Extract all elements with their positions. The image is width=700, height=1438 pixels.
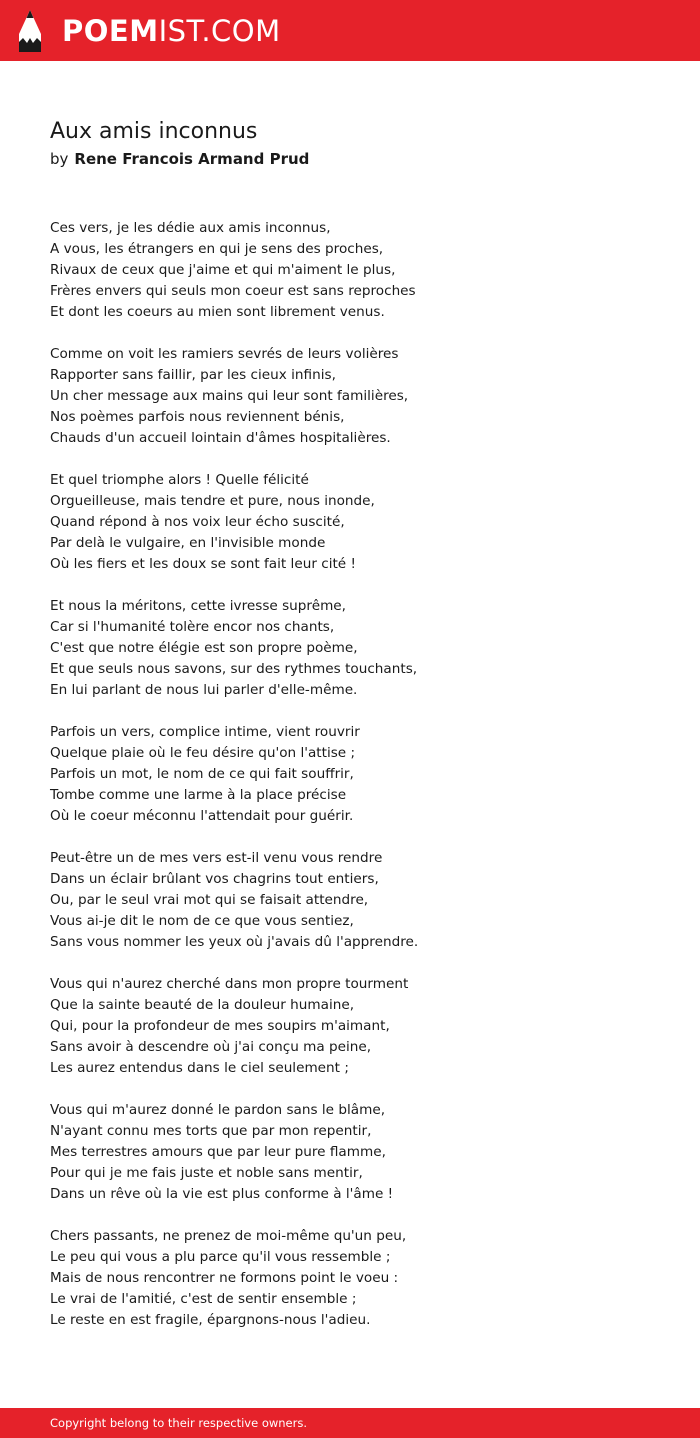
poem-line: Orgueilleuse, mais tendre et pure, nous inonde,	[50, 493, 375, 509]
poem-line: Nos poèmes parfois nous reviennent bénis,	[50, 409, 345, 425]
poem-stanza	[50, 848, 670, 953]
poem-line: Pour qui je me fais juste et noble sans mentir,	[50, 1165, 363, 1181]
poem-line: Sans avoir à descendre où j'ai conçu ma peine,	[50, 1039, 372, 1055]
poem-byline	[50, 149, 309, 169]
poem-line: Le peu qui vous a plu parce qu'il vous ressemble ;	[50, 1249, 391, 1265]
poem-line: Vous qui m'aurez donné le pardon sans le blâme,	[50, 1102, 386, 1118]
poem-line: Ou, par le seul vrai mot qui se faisait attendre,	[50, 892, 369, 908]
poem-line: A vous, les étrangers en qui je sens des proches,	[50, 241, 384, 257]
poem-stanza	[50, 344, 670, 449]
poem-line: Et nous la méritons, cette ivresse suprême,	[50, 598, 346, 614]
poem-line: Chauds d'un accueil lointain d'âmes hospitalières.	[50, 430, 391, 446]
logo-wordmark	[62, 13, 281, 48]
poem-stanza	[50, 596, 670, 701]
poem-stanza	[50, 1226, 670, 1331]
poem-line: En lui parlant de nous lui parler d'elle-même.	[50, 682, 358, 698]
poem-line: Quand répond à nos voix leur écho suscité,	[50, 514, 345, 530]
poem-body	[50, 218, 670, 1352]
poem-line: Vous ai-je dit le nom de ce que vous sentiez,	[50, 913, 354, 929]
logo-light-text: IST.COM	[158, 13, 281, 48]
poem-line: Qui, pour la profondeur de mes soupirs m'aimant,	[50, 1018, 390, 1034]
poem-stanza	[50, 722, 670, 827]
author-link[interactable]: Rene Francois Armand Prud	[74, 150, 310, 168]
poem-line: Vous qui n'aurez cherché dans mon propre tourment	[50, 976, 409, 992]
poem-line: Par delà le vulgaire, en l'invisible monde	[50, 535, 326, 551]
poem-line: Où le coeur méconnu l'attendait pour guérir.	[50, 808, 354, 824]
poem-line: Et quel triomphe alors ! Quelle félicité	[50, 472, 309, 488]
pencil-tip-icon	[18, 10, 42, 52]
poem-line: N'ayant connu mes torts que par mon repentir,	[50, 1123, 372, 1139]
poem-line: Tombe comme une larme à la place précise	[50, 787, 347, 803]
poem-line: Chers passants, ne prenez de moi-même qu'un peu,	[50, 1228, 407, 1244]
poem-line: Parfois un vers, complice intime, vient rouvrir	[50, 724, 360, 740]
poem-line: Peut-être un de mes vers est-il venu vous rendre	[50, 850, 383, 866]
poem-stanza	[50, 1100, 670, 1205]
poem-title: Aux amis inconnus	[50, 119, 258, 144]
site-header	[0, 0, 700, 61]
poem-line: Car si l'humanité tolère encor nos chants,	[50, 619, 335, 635]
poem-line: Dans un rêve où la vie est plus conforme à l'âme !	[50, 1186, 394, 1202]
poem-line: Que la sainte beauté de la douleur humaine,	[50, 997, 355, 1013]
poem-line: Mais de nous rencontrer ne formons point le voeu :	[50, 1270, 399, 1286]
site-footer	[0, 1408, 700, 1438]
by-label: by	[50, 150, 69, 168]
poem-line: C'est que notre élégie est son propre poème,	[50, 640, 358, 656]
poem-line: Un cher message aux mains qui leur sont familières,	[50, 388, 409, 404]
poem-line: Et que seuls nous savons, sur des rythmes touchants,	[50, 661, 418, 677]
copyright-text: Copyright belong to their respective owners.	[50, 1416, 308, 1430]
poem-line: Parfois un mot, le nom de ce qui fait souffrir,	[50, 766, 354, 782]
poem-line: Le reste en est fragile, épargnons-nous l'adieu.	[50, 1312, 371, 1328]
poem-line: Le vrai de l'amitié, c'est de sentir ensemble ;	[50, 1291, 357, 1307]
poem-line: Quelque plaie où le feu désire qu'on l'attise ;	[50, 745, 356, 761]
poem-stanza	[50, 974, 670, 1079]
poem-line: Et dont les coeurs au mien sont librement venus.	[50, 304, 385, 320]
poem-line: Sans vous nommer les yeux où j'avais dû l'apprendre.	[50, 934, 419, 950]
poem-stanza	[50, 218, 670, 323]
poem-line: Rivaux de ceux que j'aime et qui m'aiment le plus,	[50, 262, 396, 278]
poem-stanza	[50, 470, 670, 575]
poem-line: Comme on voit les ramiers sevrés de leurs volières	[50, 346, 399, 362]
poem-line: Rapporter sans faillir, par les cieux infinis,	[50, 367, 336, 383]
poem-line: Où les fiers et les doux se sont fait leur cité !	[50, 556, 356, 572]
poem-line: Dans un éclair brûlant vos chagrins tout entiers,	[50, 871, 379, 887]
poem-line: Les aurez entendus dans le ciel seulement ;	[50, 1060, 349, 1076]
poem-line: Mes terrestres amours que par leur pure flamme,	[50, 1144, 386, 1160]
site-logo-link[interactable]	[18, 10, 281, 52]
poem-line: Ces vers, je les dédie aux amis inconnus,	[50, 220, 331, 236]
logo-bold-text: POEM	[62, 13, 159, 48]
poem-line: Frères envers qui seuls mon coeur est sans reproches	[50, 283, 416, 299]
